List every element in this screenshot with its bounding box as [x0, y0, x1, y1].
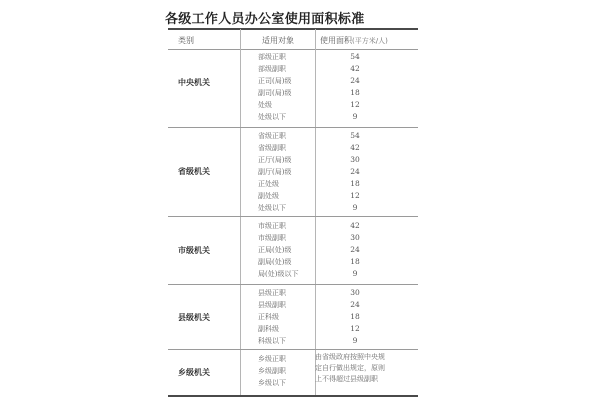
row-object: 乡级正职	[258, 355, 286, 363]
header-area-unit: (平方米/人)	[352, 37, 388, 45]
row-area: 42	[350, 64, 360, 73]
row-object: 副厅(局)级	[258, 168, 292, 176]
row-area: 12	[350, 191, 360, 200]
row-object: 省级副职	[258, 144, 286, 152]
row-area: 24	[350, 245, 360, 254]
header-area	[320, 35, 388, 46]
table-row	[168, 167, 418, 177]
top-rule	[168, 28, 418, 30]
table-row	[168, 155, 418, 165]
row-object: 县级副职	[258, 301, 286, 309]
header-category: 类别	[178, 36, 194, 45]
row-area: 30	[350, 155, 360, 164]
row-area: 42	[350, 143, 360, 152]
note-line: 由省级政府按照中央规	[315, 353, 385, 361]
row-object: 省级正职	[258, 132, 286, 140]
row-object: 市级副职	[258, 234, 286, 242]
row-area: 24	[350, 167, 360, 176]
row-area: 9	[352, 112, 358, 121]
note-line: 定自行做出规定，原则	[315, 364, 385, 372]
section-central	[168, 50, 418, 127]
row-object: 乡级副职	[258, 367, 286, 375]
table-row	[168, 52, 418, 62]
row-object: 正局(处)级	[258, 246, 292, 254]
note-line: 上不得超过县级副职	[315, 375, 378, 383]
row-area: 12	[350, 324, 360, 333]
row-object: 科级以下	[258, 337, 286, 345]
table-row	[168, 64, 418, 74]
row-object: 正司(局)级	[258, 77, 292, 85]
row-area: 24	[350, 300, 360, 309]
row-object: 部级副职	[258, 65, 286, 73]
row-object: 副科级	[258, 325, 279, 333]
table-row	[168, 288, 418, 298]
bottom-rule	[168, 395, 418, 397]
section-municipal	[168, 217, 418, 283]
section-label: 中央机关	[178, 78, 210, 87]
row-object: 副局(处)级	[258, 258, 292, 266]
table-row	[168, 324, 418, 334]
row-area: 12	[350, 100, 360, 109]
row-object: 处级	[258, 101, 272, 109]
row-object: 处级以下	[258, 204, 286, 212]
table-row	[168, 112, 418, 122]
section-label: 省级机关	[178, 167, 210, 176]
row-object: 正厅(局)级	[258, 156, 292, 164]
table-row	[168, 76, 418, 86]
row-area: 18	[350, 257, 360, 266]
row-area: 54	[350, 131, 360, 140]
section-label: 县级机关	[178, 313, 210, 322]
row-object: 正科级	[258, 313, 279, 321]
row-object: 市级正职	[258, 222, 286, 230]
table-row	[168, 312, 418, 322]
table-row	[168, 269, 418, 279]
row-object: 乡级以下	[258, 379, 286, 387]
table-row	[168, 143, 418, 153]
header-target: 适用对象	[262, 36, 294, 45]
table-row	[168, 257, 418, 267]
table-row	[168, 336, 418, 346]
section-county	[168, 285, 418, 348]
table-row	[168, 203, 418, 213]
row-object: 县级正职	[258, 289, 286, 297]
table-row	[168, 179, 418, 189]
township-note	[315, 352, 420, 385]
section-provincial	[168, 128, 418, 216]
table-row	[168, 245, 418, 255]
table-row	[168, 233, 418, 243]
row-area: 18	[350, 179, 360, 188]
row-area: 24	[350, 76, 360, 85]
row-area: 30	[350, 233, 360, 242]
section-label: 市级机关	[178, 246, 210, 255]
table-row	[168, 221, 418, 231]
section-label: 乡级机关	[178, 368, 210, 377]
header-area-label: 使用面积	[320, 36, 352, 45]
row-area: 30	[350, 288, 360, 297]
row-object: 副司(局)级	[258, 89, 292, 97]
table-row	[168, 191, 418, 201]
table-row	[168, 88, 418, 98]
row-area: 42	[350, 221, 360, 230]
row-area: 9	[352, 336, 358, 345]
row-area: 9	[352, 269, 358, 278]
document-title: 各级工作人员办公室使用面积标准	[165, 12, 365, 27]
table-row	[168, 300, 418, 310]
row-object: 副处级	[258, 192, 279, 200]
row-object: 处级以下	[258, 113, 286, 121]
row-object: 部级正职	[258, 53, 286, 61]
row-area: 54	[350, 52, 360, 61]
table-row	[168, 100, 418, 110]
row-area: 18	[350, 312, 360, 321]
row-object: 正处级	[258, 180, 279, 188]
row-area: 9	[352, 203, 358, 212]
row-object: 局(处)级以下	[258, 270, 299, 278]
row-area: 18	[350, 88, 360, 97]
table-row	[168, 131, 418, 141]
